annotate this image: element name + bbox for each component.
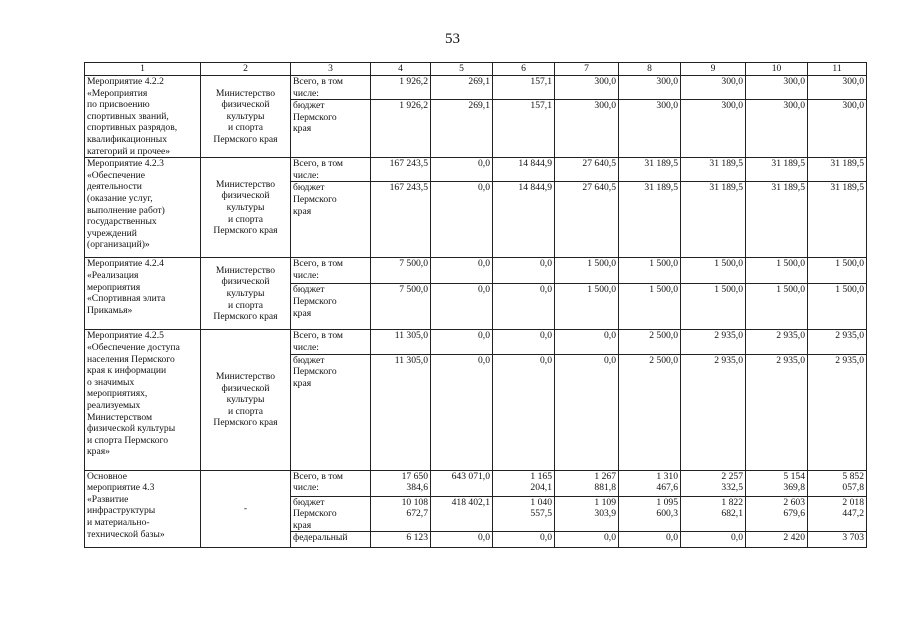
executor: Министерство физической культуры и спорта Пермского края [201,258,291,330]
amount-cell: 1 165 204,1 [493,470,555,496]
amount-cell: 157,1 [493,76,555,100]
amount-cell: 2 935,0 [681,330,746,354]
column-header: 5 [431,63,493,76]
amount-cell: 10 108 672,7 [371,496,431,532]
amount-cell: 31 189,5 [619,158,681,182]
amount-cell: 1 500,0 [746,258,808,284]
table-row [85,470,867,496]
amount-cell: 269,1 [431,100,493,158]
amount-cell: 0,0 [555,330,619,354]
amount-cell: 300,0 [746,76,808,100]
amount-cell: 1 095 600,3 [619,496,681,532]
funding-source: Всего, в том числе: [291,158,371,182]
amount-cell: 31 189,5 [746,182,808,258]
column-header: 4 [371,63,431,76]
amount-cell: 31 189,5 [681,158,746,182]
column-header: 8 [619,63,681,76]
amount-cell: 0,0 [493,284,555,330]
column-header: 7 [555,63,619,76]
funding-source: бюджет Пермского края [291,182,371,258]
amount-cell: 5 852 057,8 [808,470,867,496]
table-row [85,76,867,100]
measure-name: Мероприятие 4.2.3 «Обеспечение деятельности (оказание услуг, выполнение работ) государственных учреждений (организаций)» [85,158,201,258]
measure-name: Мероприятие 4.2.2 «Мероприятия по присвоению спортивных званий, спортивных разрядов, квалификационных категорий и прочее» [85,76,201,158]
amount-cell: 27 640,5 [555,182,619,258]
amount-cell: 0,0 [619,532,681,548]
amount-cell: 300,0 [555,100,619,158]
amount-cell: 6 123 [371,532,431,548]
amount-cell: 300,0 [808,100,867,158]
table-row [85,158,867,182]
amount-cell: 1 500,0 [555,284,619,330]
executor: - [201,470,291,548]
amount-cell: 2 935,0 [808,354,867,470]
executor: Министерство физической культуры и спорта Пермского края [201,158,291,258]
table-body [85,76,867,548]
funding-source: бюджет Пермского края [291,100,371,158]
measure-name: Мероприятие 4.2.4 «Реализация мероприятия «Спортивная элита Прикамья» [85,258,201,330]
funding-source: бюджет Пермского края [291,354,371,470]
funding-source: федеральный [291,532,371,548]
amount-cell: 1 267 881,8 [555,470,619,496]
measure-name: Основное мероприятие 4.3 «Развитие инфраструктуры и материально- технической базы» [85,470,201,548]
amount-cell: 300,0 [681,76,746,100]
amount-cell: 1 500,0 [808,284,867,330]
amount-cell: 1 040 557,5 [493,496,555,532]
amount-cell: 1 310 467,6 [619,470,681,496]
amount-cell: 11 305,0 [371,330,431,354]
amount-cell: 157,1 [493,100,555,158]
amount-cell: 0,0 [431,330,493,354]
amount-cell: 14 844,9 [493,182,555,258]
amount-cell: 0,0 [555,354,619,470]
amount-cell: 1 822 682,1 [681,496,746,532]
amount-cell: 167 243,5 [371,182,431,258]
amount-cell: 7 500,0 [371,284,431,330]
amount-cell: 0,0 [493,532,555,548]
column-header: 9 [681,63,746,76]
amount-cell: 300,0 [619,100,681,158]
amount-cell: 0,0 [431,532,493,548]
amount-cell: 31 189,5 [619,182,681,258]
amount-cell: 0,0 [493,354,555,470]
amount-cell: 2 935,0 [681,354,746,470]
amount-cell: 2 935,0 [746,330,808,354]
funding-source: Всего, в том числе: [291,76,371,100]
column-header: 11 [808,63,867,76]
funding-source: Всего, в том числе: [291,470,371,496]
executor: Министерство физической культуры и спорта Пермского края [201,330,291,470]
amount-cell: 5 154 369,8 [746,470,808,496]
amount-cell: 0,0 [431,284,493,330]
amount-cell: 1 926,2 [371,76,431,100]
table-row [85,258,867,284]
amount-cell: 1 500,0 [746,284,808,330]
amount-cell: 300,0 [808,76,867,100]
table-row [85,330,867,354]
amount-cell: 31 189,5 [681,182,746,258]
amount-cell: 1 500,0 [808,258,867,284]
amount-cell: 2 018 447,2 [808,496,867,532]
column-header: 6 [493,63,555,76]
column-header: 2 [201,63,291,76]
amount-cell: 1 500,0 [619,258,681,284]
amount-cell: 300,0 [746,100,808,158]
amount-cell: 11 305,0 [371,354,431,470]
amount-cell: 2 500,0 [619,330,681,354]
amount-cell: 0,0 [493,258,555,284]
executor: Министерство физической культуры и спорта Пермского края [201,76,291,158]
amount-cell: 269,1 [431,76,493,100]
amount-cell: 300,0 [681,100,746,158]
amount-cell: 17 650 384,6 [371,470,431,496]
amount-cell: 1 500,0 [619,284,681,330]
funding-source: Всего, в том числе: [291,330,371,354]
amount-cell: 2 500,0 [619,354,681,470]
measure-name: Мероприятие 4.2.5 «Обеспечение доступа населения Пермского края к информации о значимых мероприятиях, реализуемых Министерством физической культуры и спорта Пермского края» [85,330,201,470]
amount-cell: 2 603 679,6 [746,496,808,532]
funding-source: Всего, в том числе: [291,258,371,284]
amount-cell: 31 189,5 [746,158,808,182]
amount-cell: 2 935,0 [808,330,867,354]
amount-cell: 2 257 332,5 [681,470,746,496]
funding-source: бюджет Пермского края [291,284,371,330]
amount-cell: 1 500,0 [555,258,619,284]
column-header: 10 [746,63,808,76]
column-header: 1 [85,63,201,76]
amount-cell: 7 500,0 [371,258,431,284]
amount-cell: 31 189,5 [808,182,867,258]
budget-table [84,62,867,548]
amount-cell: 3 703 [808,532,867,548]
amount-cell: 31 189,5 [808,158,867,182]
amount-cell: 0,0 [431,258,493,284]
amount-cell: 0,0 [493,330,555,354]
amount-cell: 0,0 [555,532,619,548]
column-header: 3 [291,63,371,76]
header-row [85,63,867,76]
amount-cell: 0,0 [431,354,493,470]
amount-cell: 167 243,5 [371,158,431,182]
amount-cell: 2 935,0 [746,354,808,470]
amount-cell: 1 926,2 [371,100,431,158]
amount-cell: 27 640,5 [555,158,619,182]
amount-cell: 300,0 [619,76,681,100]
amount-cell: 2 420 [746,532,808,548]
amount-cell: 0,0 [681,532,746,548]
amount-cell: 1 500,0 [681,258,746,284]
page-number: 53 [445,31,460,47]
amount-cell: 0,0 [431,182,493,258]
amount-cell: 418 402,1 [431,496,493,532]
amount-cell: 14 844,9 [493,158,555,182]
amount-cell: 1 109 303,9 [555,496,619,532]
amount-cell: 300,0 [555,76,619,100]
amount-cell: 643 071,0 [431,470,493,496]
funding-source: бюджет Пермского края [291,496,371,532]
amount-cell: 0,0 [431,158,493,182]
amount-cell: 1 500,0 [681,284,746,330]
